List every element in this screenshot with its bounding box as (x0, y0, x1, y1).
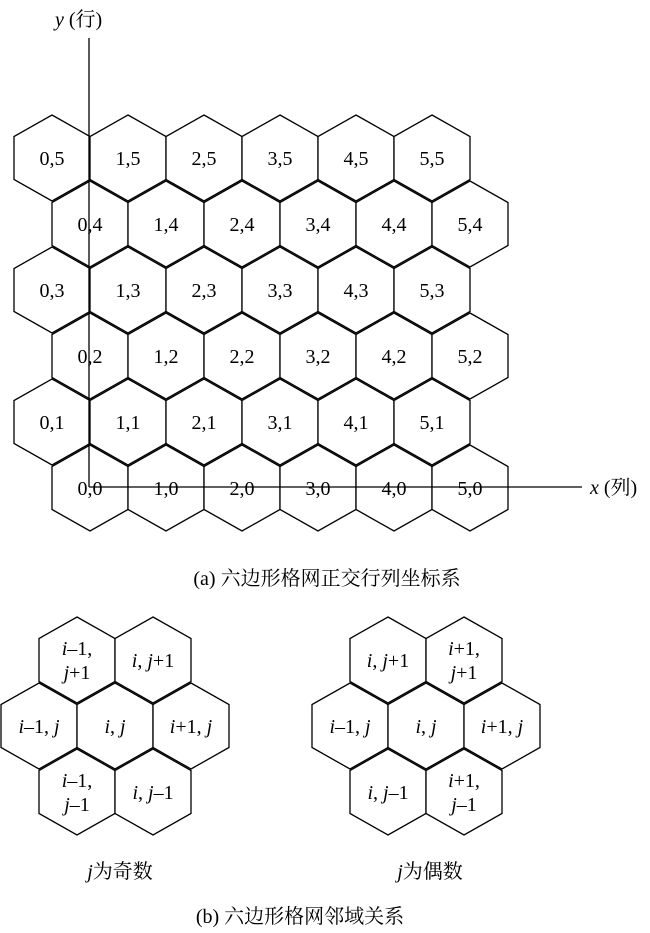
hex-cell-label: 3,2 (305, 346, 331, 368)
neighbor-label-bottom-right: j–1 (451, 794, 477, 816)
odd-label: j为奇数 (87, 861, 153, 883)
neighbor-label-center: i, j (415, 716, 437, 738)
hex-cell-label: 4,4 (381, 214, 407, 236)
hex-cell-label: 2,5 (191, 148, 217, 170)
hex-cell-label: 3,5 (267, 148, 293, 170)
hex-cell-label: 2,1 (191, 412, 217, 434)
neighbor-label-bottom-left: j–1 (64, 794, 90, 816)
hex-cell-label: 4,5 (343, 148, 369, 170)
hex-cell-label: 2,3 (191, 280, 217, 302)
hex-cell-label: 5,3 (419, 280, 445, 302)
hex-cell-label: 4,0 (381, 478, 407, 500)
neighbor-label-top-right: i+1, (448, 638, 480, 660)
hex-cell-label: 3,4 (305, 214, 331, 236)
caption-b: (b) 六边形格网邻域关系 (195, 906, 405, 928)
hex-cell-label: 4,3 (343, 280, 369, 302)
hex-cell-label: 0,1 (39, 412, 65, 434)
hex-cell-label: 1,3 (115, 280, 141, 302)
hex-cell-label: 4,1 (343, 412, 369, 434)
hex-cell-label: 0,5 (39, 148, 65, 170)
hex-cell-label: 1,2 (153, 346, 179, 368)
hex-cell-label: 5,4 (457, 214, 483, 236)
hex-cell-label: 1,0 (153, 478, 179, 500)
neighbor-label-top-left: j+1 (63, 662, 91, 684)
hex-cell-label: 0,3 (39, 280, 65, 302)
hex-cell-label: 0,4 (77, 214, 103, 236)
y-axis-label: y (行) (55, 9, 103, 31)
hex-cell-label: 3,0 (305, 478, 331, 500)
hex-cell-label: 1,5 (115, 148, 141, 170)
hex-cell-label: 2,2 (229, 346, 255, 368)
even-label: j为偶数 (397, 861, 463, 883)
hex-cell-label: 0,2 (77, 346, 103, 368)
hex-grid-a (14, 115, 508, 531)
hex-cell-label: 2,0 (229, 478, 255, 500)
neighbor-label-bottom-right: i, j–1 (132, 782, 174, 804)
neighbor-label-center: i, j (104, 716, 126, 738)
neighbor-label-left: i–1, j (329, 716, 371, 738)
hex-cell-label: 3,1 (267, 412, 293, 434)
neighbor-label-bottom-left: i–1, (61, 770, 93, 792)
neighbor-label-top-left: i–1, (61, 638, 93, 660)
neighbor-label-top-right: j+1 (450, 662, 478, 684)
neighbor-label-bottom-left: i, j–1 (367, 782, 409, 804)
hex-cell-label: 5,0 (457, 478, 483, 500)
neighbor-label-left: i–1, j (18, 716, 60, 738)
hex-cell-label: 5,5 (419, 148, 445, 170)
neighbor-label-right: i+1, j (480, 716, 524, 738)
neighbor-label-right: i+1, j (169, 716, 213, 738)
neighborhood-odd (1, 617, 229, 835)
caption-a: (a) 六边形格网正交行列坐标系 (193, 568, 461, 590)
hex-cell-label: 1,4 (153, 214, 179, 236)
neighbor-label-top-right: i, j+1 (131, 650, 175, 672)
hex-cell-label: 1,1 (115, 412, 141, 434)
neighborhood-even (312, 617, 540, 835)
hex-cell-label: 3,3 (267, 280, 293, 302)
hex-cell-label: 0,0 (77, 478, 103, 500)
hex-cell-label: 5,2 (457, 346, 483, 368)
neighbor-label-top-left: i, j+1 (366, 650, 410, 672)
neighbor-label-bottom-right: i+1, (448, 770, 480, 792)
x-axis-label: x (列) (590, 477, 638, 499)
hex-cell-label: 2,4 (229, 214, 255, 236)
hex-cell-label: 5,1 (419, 412, 445, 434)
hex-cell-label: 4,2 (381, 346, 407, 368)
